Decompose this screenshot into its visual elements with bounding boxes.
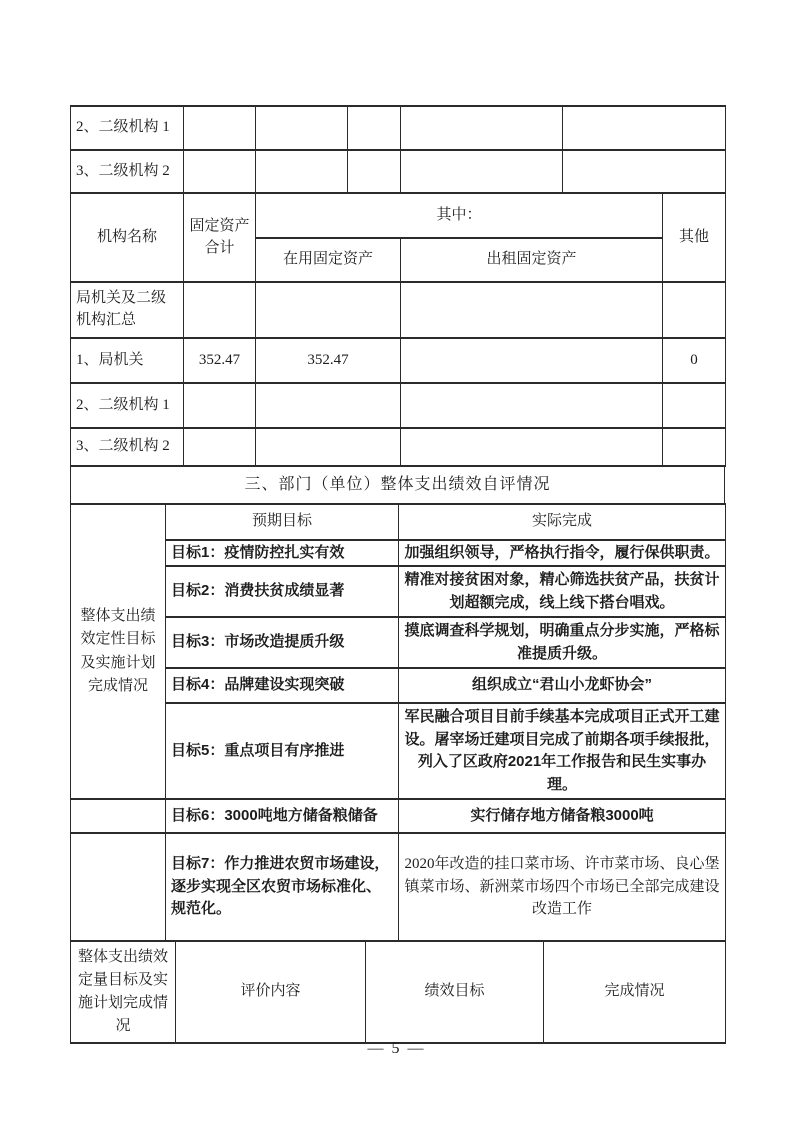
- goal-row: [71, 540, 726, 566]
- actual-completion-header: 实际完成: [399, 504, 726, 540]
- rented-out-header: 出租固定资产: [401, 238, 663, 282]
- in-use-cell: [256, 383, 401, 428]
- rented-out-cell: [401, 428, 663, 466]
- qualitative-section-label: 整体支出绩效定性目标及实施计划完成情况: [71, 504, 166, 799]
- table-row: [71, 106, 726, 150]
- goal-expected: 目标7：作力推进农贸市场建设，逐步实现全区农贸市场标准化、规范化。: [166, 833, 399, 941]
- empty-cell: [71, 833, 166, 941]
- goal-expected: 目标3：市场改造提质升级: [166, 617, 399, 668]
- goal-actual: 加强组织领导，严格执行指令，履行保供职责。: [399, 540, 726, 566]
- goal-actual: 实行储存地方储备粮3000吨: [399, 799, 726, 833]
- row-label: 局机关及二级机构汇总: [71, 282, 184, 338]
- goal-row: [71, 799, 726, 833]
- other-cell: [663, 383, 726, 428]
- empty-cell: [563, 150, 726, 193]
- row-label: 2、二级机构 1: [71, 106, 184, 150]
- table-row: [71, 338, 726, 383]
- header-row: [71, 466, 725, 504]
- section-header-table: [70, 465, 725, 505]
- header-row: [71, 941, 726, 1043]
- other-header: 其他: [663, 193, 726, 282]
- fixed-assets-total-header: 固定资产合计: [184, 193, 256, 282]
- continuation-table: [70, 105, 726, 194]
- of-which-header: 其中：: [256, 193, 663, 238]
- page-number: — 5 —: [367, 1040, 426, 1057]
- empty-cell: [348, 106, 401, 150]
- evaluation-content-header: 评价内容: [176, 941, 366, 1043]
- quantitative-section-label: 整体支出绩效定量目标及实施计划完成情况: [71, 941, 176, 1043]
- goal-expected: 目标2：消费扶贫成绩显著: [166, 566, 399, 617]
- completion-status-header: 完成情况: [544, 941, 726, 1043]
- total-cell: [184, 383, 256, 428]
- goal-row: [71, 617, 726, 668]
- table-row: [71, 383, 726, 428]
- goal-row: [71, 566, 726, 617]
- goal-row: [71, 833, 726, 941]
- rented-out-cell: [401, 282, 663, 338]
- rented-out-cell: [401, 383, 663, 428]
- goal-expected: 目标6：3000吨地方储备粮储备: [166, 799, 399, 833]
- empty-cell: [71, 799, 166, 833]
- header-row: [71, 193, 726, 238]
- in-use-cell: [256, 282, 401, 338]
- section-title: 三、部门（单位）整体支出绩效自评情况: [71, 466, 725, 504]
- row-label: 3、二级机构 2: [71, 428, 184, 466]
- row-label: 2、二级机构 1: [71, 383, 184, 428]
- other-cell: [663, 282, 726, 338]
- in-use-cell: [256, 428, 401, 466]
- empty-cell: [256, 106, 348, 150]
- total-cell: [184, 428, 256, 466]
- empty-cell: [184, 106, 256, 150]
- goal-actual: 2020年改造的挂口菜市场、许市菜市场、良心堡镇菜市场、新洲菜市场四个市场已全部完成建设改造工作: [399, 833, 726, 941]
- performance-target-header: 绩效目标: [366, 941, 544, 1043]
- goal-actual: 军民融合项目目前手续基本完成项目正式开工建设。屠宰场迁建项目完成了前期各项手续报批，列入了区政府2021年工作报告和民生实事办理。: [399, 703, 726, 799]
- qualitative-goals-table: [70, 503, 726, 942]
- expected-goal-header: 预期目标: [166, 504, 399, 540]
- other-cell: [663, 428, 726, 466]
- goal-actual: 组织成立“君山小龙虾协会”: [399, 668, 726, 703]
- goal-expected: 目标5：重点项目有序推进: [166, 703, 399, 799]
- header-row: [71, 504, 726, 540]
- document-content: [70, 105, 725, 1044]
- empty-cell: [401, 106, 563, 150]
- row-label: 3、二级机构 2: [71, 150, 184, 193]
- table-row: [71, 282, 726, 338]
- table-row: [71, 150, 726, 193]
- empty-cell: [348, 150, 401, 193]
- empty-cell: [563, 106, 726, 150]
- in-use-cell: 352.47: [256, 338, 401, 383]
- empty-cell: [184, 150, 256, 193]
- empty-cell: [256, 150, 348, 193]
- row-label: 1、局机关: [71, 338, 184, 383]
- goal-expected: 目标4：品牌建设实现突破: [166, 668, 399, 703]
- org-name-header: 机构名称: [71, 193, 184, 282]
- total-cell: [184, 282, 256, 338]
- table-row: [71, 428, 726, 466]
- total-cell: 352.47: [184, 338, 256, 383]
- goal-row: [71, 668, 726, 703]
- goal-actual: 摸底调查科学规划，明确重点分步实施，严格标准提质升级。: [399, 617, 726, 668]
- goal-expected: 目标1：疫情防控扎实有效: [166, 540, 399, 566]
- quantitative-goals-table: [70, 940, 726, 1044]
- goal-actual: 精准对接贫困对象，精心筛选扶贫产品，扶贫计划超额完成，线上线下搭台唱戏。: [399, 566, 726, 617]
- other-cell: 0: [663, 338, 726, 383]
- empty-cell: [401, 150, 563, 193]
- in-use-header: 在用固定资产: [256, 238, 401, 282]
- fixed-assets-table: [70, 192, 726, 467]
- rented-out-cell: [401, 338, 663, 383]
- goal-row: [71, 703, 726, 799]
